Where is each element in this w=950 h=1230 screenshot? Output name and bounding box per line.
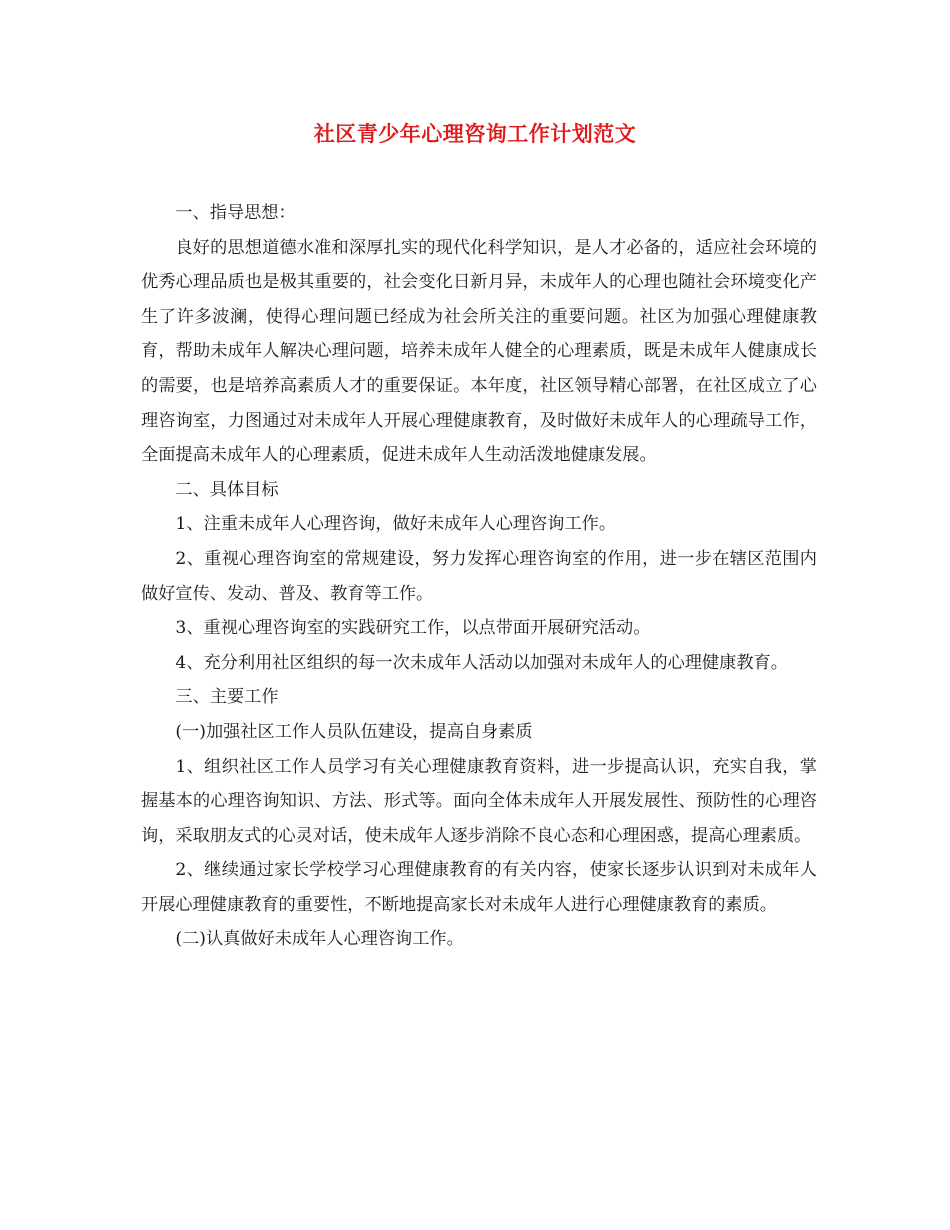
subsection-heading-1: (一)加强社区工作人员队伍建设，提高自身素质 bbox=[175, 721, 533, 742]
goal-item-3: 3、重视心理咨询室的实践研究工作，以点带面开展研究活动。 bbox=[175, 618, 651, 639]
section-heading-guiding-ideology: 一、指导思想： bbox=[175, 203, 296, 223]
work-item-2: 2、继续通过家长学校学习心理健康教育的有关内容，使家长逐步认识到对未成年人开展心理健康教育的重要性，不断地提高家长对未成年人进行心理健康教育的素质。 bbox=[141, 860, 817, 915]
paragraph-guiding-ideology: 良好的思想道德水准和深厚扎实的现代化科学知识，是人才必备的，适应社会环境的优秀心理品质也是极其重要的，社会变化日新月异，未成年人的心理也随社会环境变化产生了许多波澜，使得心理问题已经成为社会所关注的重要问题。社区为加强心理健康教育，帮助未成年人解决心理问题，培养未成年人健全的心理素质，既是未成年人健康成长的需要，也是培养高素质人才的重要保证。本年度，社区领导精心部署，在社区成立了心理咨询室，力图通过对未成年人开展心理健康教育，及时做好未成年人的心理疏导工作，全面提高未成年人的心理素质，促进未成年人生动活泼地健康发展。 bbox=[141, 237, 817, 466]
subsection-heading-2: (二)认真做好未成年人心理咨询工作。 bbox=[175, 929, 464, 950]
work-item-1: 1、组织社区工作人员学习有关心理健康教育资料，进一步提高认识，充实自我，掌握基本的心理咨询知识、方法、形式等。面向全体未成年人开展发展性、预防性的心理咨询，采取朋友式的心灵对话，使未成年人逐步消除不良心态和心理困惑，提高心理素质。 bbox=[141, 756, 817, 846]
goal-item-2: 2、重视心理咨询室的常规建设，努力发挥心理咨询室的作用，进一步在辖区范围内做好宣传、发动、普及、教育等工作。 bbox=[141, 548, 817, 604]
document-title: 社区青少年心理咨询工作计划范文 bbox=[313, 121, 637, 146]
document-body bbox=[141, 196, 817, 957]
goal-item-1: 1、注重未成年人心理咨询，做好未成年人心理咨询工作。 bbox=[175, 514, 617, 535]
goal-item-4: 4、充分利用社区组织的每一次未成年人活动以加强对未成年人的心理健康教育。 bbox=[175, 652, 788, 673]
section-heading-specific-goals: 二、具体目标 bbox=[175, 479, 279, 500]
section-heading-main-work: 三、主要工作 bbox=[175, 687, 279, 708]
